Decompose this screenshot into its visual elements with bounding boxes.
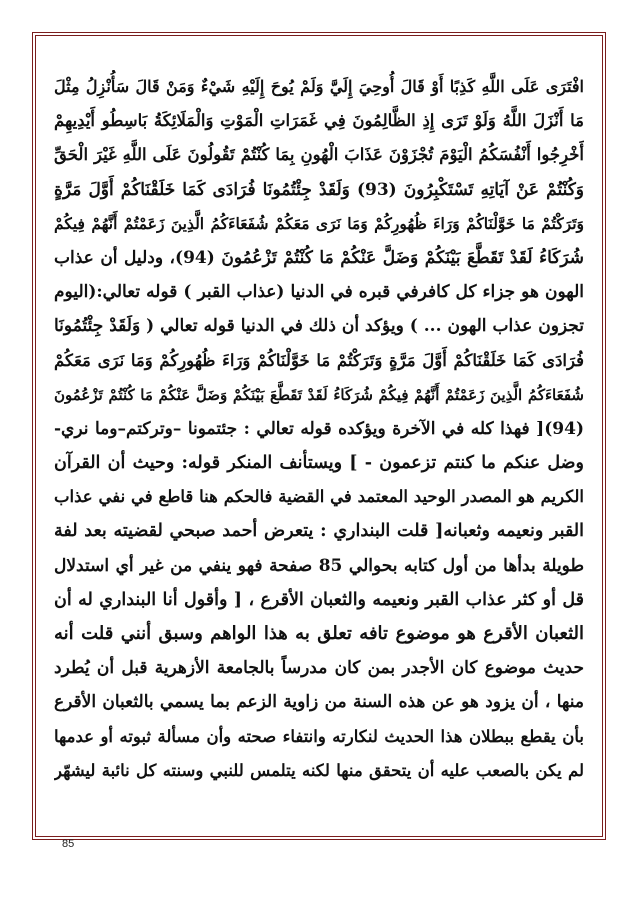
text-line-18: حديث موضوع كان الأجدر بمن كان مدرساً بالجامعة الأزهرية قبل أن يُطرد — [54, 658, 584, 679]
text-line-16: قل أو كثر عذاب القبر ونعيمه والثعبان الأقرع ، [ وأقول أنا البنداري له أن — [54, 589, 584, 610]
text-line-21: لم يكن بالصعب عليه أن يتحقق منها لكنه يتلمس للنبي وسنته كل نائبة ليشهّر — [54, 760, 584, 780]
text-line-17: الثعبان الأقرع هو موضوع تافه تعلق به هذا الواهم وسبق أنني قلت أنه — [54, 623, 584, 644]
text-line-11: (94)[ فهذا كله في الآخرة ويؤكده قوله تعالي : جئتمونا –وتركتم–وما نري- — [54, 418, 584, 439]
text-line-12: وضل عنكم ما كنتم تزعمون - ] ويستأنف المنكر قوله: وحيث أن القرآن — [54, 453, 584, 474]
text-line-1: افْتَرَى عَلَى اللَّهِ كَذِبًا أَوْ قَالَ أُوحِيَ إِلَيَّ وَلَمْ يُوحَ إِلَيْهِ شَيْءٌ وَمَنْ قَالَ سَأُنْزِلُ مِثْلَ — [54, 77, 584, 96]
page-number: 85 — [62, 838, 75, 850]
text-line-10: شُفَعَاءَكُمُ الَّذِينَ زَعَمْتُمْ أَنَّهُمْ فِيكُمْ شُرَكَاءُ لَقَدْ تَقَطَّعَ بَيْنَكُمْ وَضَلَّ عَنْكُمْ مَا كُنْتُمْ تَزْعُمُونَ — [54, 385, 584, 404]
text-line-19: منها ، أن يزود هو عن هذه السنة من زاوية الزعم بما يسمي بالثعبان الأقرع — [54, 692, 584, 713]
text-line-15: طويلة بدأها من أول كتابه بحوالي 85 صفحة فهو ينفي من غير أي استدلال — [54, 555, 584, 576]
text-line-20: بأن يقطع ببطلان هذا الحديث لنكارته وانتفاء صحته وأن مسألة ثبوته أو عدمها — [54, 726, 584, 746]
text-line-7: الهون هو جزاء كل كافرفي قبره في الدنيا (عذاب القبر ) قوله تعالي:(اليوم — [54, 282, 584, 303]
text-line-2: مَا أَنْزَلَ اللَّهُ وَلَوْ تَرَى إِذِ الظَّالِمُونَ فِي غَمَرَاتِ الْمَوْتِ وَالْمَلَائِكَةُ بَاسِطُو أَيْدِيهِمْ — [54, 111, 584, 131]
text-line-9: فُرَادَى كَمَا خَلَقْنَاكُمْ أَوَّلَ مَرَّةٍ وَتَرَكْتُمْ مَا خَوَّلْنَاكُمْ وَرَاءَ ظُهُورِكُمْ وَمَا نَرَى مَعَكُمْ — [54, 350, 584, 370]
text-line-14: القبر ونعيمه وثعبانه[ قلت البنداري : يتعرض أحمد صبحي لقضيته بعد لفة — [54, 521, 584, 542]
text-line-3: أَخْرِجُوا أَنْفُسَكُمُ الْيَوْمَ تُجْزَوْنَ عَذَابَ الْهُونِ بِمَا كُنْتُمْ تَقُولُونَ عَلَى اللَّهِ غَيْرَ الْحَقِّ — [54, 145, 584, 165]
text-line-8: تجزون عذاب الهون ... ) ويؤكد أن ذلك في الدنيا قوله تعالي ( وَلَقَدْ جِئْتُمُونَا — [54, 316, 584, 337]
text-line-13: الكريم هو المصدر الوحيد المعتمد في القضية فالحكم هنا قاطع في نفي عذاب — [54, 487, 584, 507]
text-line-6: شُرَكَاءُ لَقَدْ تَقَطَّعَ بَيْنَكُمْ وَضَلَّ عَنْكُمْ مَا كُنْتُمْ تَزْعُمُونَ (94)، ودليل أن عذاب — [54, 247, 584, 268]
text-line-4: وَكُنْتُمْ عَنْ آيَاتِهِ تَسْتَكْبِرُونَ (93) وَلَقَدْ جِئْتُمُونَا فُرَادَى كَمَا خَلَقْنَاكُمْ أَوَّلَ مَرَّةٍ — [54, 179, 584, 200]
text-line-5: وَتَرَكْتُمْ مَا خَوَّلْنَاكُمْ وَرَاءَ ظُهُورِكُمْ وَمَا نَرَى مَعَكُمْ شُفَعَاءَكُمُ الَّذِينَ زَعَمْتُمْ أَنَّهُمْ فِيكُمْ — [54, 213, 584, 233]
body-text — [54, 70, 584, 790]
